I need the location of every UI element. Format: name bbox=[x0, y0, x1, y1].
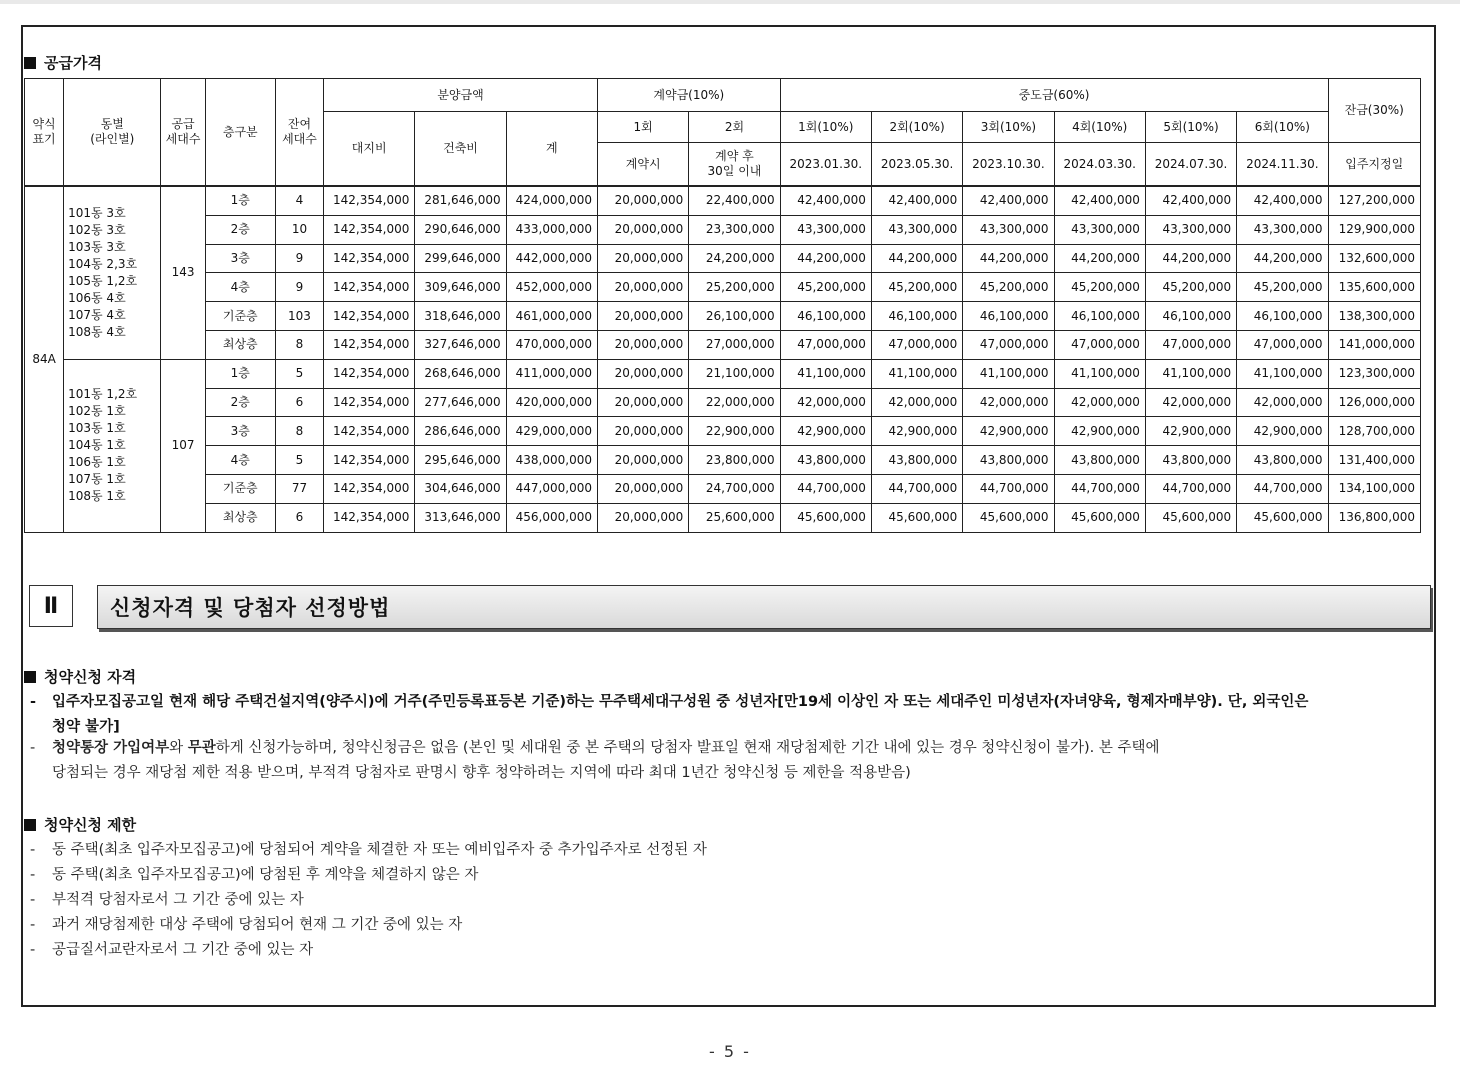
restriction-title-text: 청약신청 제한 bbox=[44, 816, 137, 834]
restriction-item-text: 동 주택(최초 입주자모집공고)에 당첨된 후 계약을 체결하지 않은 자 bbox=[52, 867, 479, 883]
c2-cell: 27,000,000 bbox=[689, 330, 780, 359]
middle-payment-cell: 44,700,000 bbox=[1145, 474, 1236, 503]
middle-payment-cell: 45,600,000 bbox=[780, 503, 871, 532]
middle-payment-cell: 42,400,000 bbox=[871, 186, 962, 215]
header-middle-6-date: 2024.11.30. bbox=[1237, 143, 1328, 187]
qualification-title-text: 청약신청 자격 bbox=[44, 668, 137, 686]
middle-payment-cell: 42,900,000 bbox=[1054, 417, 1145, 446]
middle-payment-cell: 46,100,000 bbox=[1237, 302, 1328, 331]
square-bullet-icon bbox=[24, 819, 36, 831]
price-table-body bbox=[25, 186, 1421, 532]
middle-payment-cell: 42,900,000 bbox=[1237, 417, 1328, 446]
middle-payment-cell: 45,200,000 bbox=[780, 273, 871, 302]
floor-cell: 최상층 bbox=[205, 503, 275, 532]
header-land: 대지비 bbox=[324, 112, 415, 187]
header-middle-5: 5회(10%) bbox=[1145, 112, 1236, 143]
floor-cell: 2층 bbox=[205, 388, 275, 417]
middle-payment-cell: 45,600,000 bbox=[1237, 503, 1328, 532]
c1-cell: 20,000,000 bbox=[598, 244, 689, 273]
middle-payment-cell: 45,200,000 bbox=[1237, 273, 1328, 302]
middle-payment-cell: 47,000,000 bbox=[1237, 330, 1328, 359]
floor-cell: 3층 bbox=[205, 244, 275, 273]
balance-cell: 127,200,000 bbox=[1328, 186, 1421, 215]
middle-payment-cell: 44,700,000 bbox=[780, 474, 871, 503]
floor-cell: 3층 bbox=[205, 417, 275, 446]
dash-bullet: - bbox=[30, 740, 36, 756]
middle-payment-cell: 44,200,000 bbox=[1145, 244, 1236, 273]
land-cell: 142,354,000 bbox=[324, 244, 415, 273]
c1-cell: 20,000,000 bbox=[598, 417, 689, 446]
table-row bbox=[25, 302, 1421, 331]
c1-cell: 20,000,000 bbox=[598, 330, 689, 359]
middle-payment-cell: 44,700,000 bbox=[1237, 474, 1328, 503]
header-dong: 동별 (라인별) bbox=[64, 79, 161, 187]
supply-cell: 143 bbox=[161, 186, 205, 359]
middle-payment-cell: 45,600,000 bbox=[1145, 503, 1236, 532]
table-row bbox=[25, 330, 1421, 359]
remain-cell: 8 bbox=[275, 417, 323, 446]
middle-payment-cell: 41,100,000 bbox=[1054, 359, 1145, 388]
table-row bbox=[25, 388, 1421, 417]
table-row bbox=[25, 244, 1421, 273]
supply-cell: 107 bbox=[161, 359, 205, 532]
remain-cell: 5 bbox=[275, 359, 323, 388]
c2-cell: 25,200,000 bbox=[689, 273, 780, 302]
middle-payment-cell: 44,700,000 bbox=[1054, 474, 1145, 503]
balance-cell: 138,300,000 bbox=[1328, 302, 1421, 331]
qualification-paragraph-2 bbox=[30, 736, 1430, 786]
remain-cell: 9 bbox=[275, 244, 323, 273]
header-build: 건축비 bbox=[415, 112, 506, 187]
middle-payment-cell: 42,000,000 bbox=[963, 388, 1054, 417]
restriction-item-text: 공급질서교란자로서 그 기간 중에 있는 자 bbox=[52, 942, 314, 958]
c1-cell: 20,000,000 bbox=[598, 388, 689, 417]
dong-line: 106동 4호 bbox=[68, 290, 126, 305]
middle-payment-cell: 43,800,000 bbox=[1237, 446, 1328, 475]
build-cell: 318,646,000 bbox=[415, 302, 506, 331]
dong-line: 103동 1호 bbox=[68, 421, 126, 436]
sum-cell: 424,000,000 bbox=[506, 186, 597, 215]
middle-payment-cell: 42,900,000 bbox=[871, 417, 962, 446]
middle-payment-cell: 41,100,000 bbox=[1237, 359, 1328, 388]
middle-payment-cell: 47,000,000 bbox=[871, 330, 962, 359]
middle-payment-cell: 42,400,000 bbox=[1054, 186, 1145, 215]
c1-cell: 20,000,000 bbox=[598, 273, 689, 302]
build-cell: 295,646,000 bbox=[415, 446, 506, 475]
qualification-p2-bold1: 청약통장 가입여부 bbox=[52, 740, 170, 756]
land-cell: 142,354,000 bbox=[324, 215, 415, 244]
sum-cell: 429,000,000 bbox=[506, 417, 597, 446]
floor-cell: 최상층 bbox=[205, 330, 275, 359]
dong-line: 104동 2,3호 bbox=[68, 256, 138, 271]
c2-cell: 23,300,000 bbox=[689, 215, 780, 244]
header-middle-1: 1회(10%) bbox=[780, 112, 871, 143]
floor-cell: 2층 bbox=[205, 215, 275, 244]
remain-cell: 8 bbox=[275, 330, 323, 359]
qualification-title bbox=[24, 666, 136, 687]
header-contract-2: 2회 bbox=[689, 112, 780, 143]
c2-cell: 22,900,000 bbox=[689, 417, 780, 446]
middle-payment-cell: 47,000,000 bbox=[780, 330, 871, 359]
middle-payment-cell: 43,300,000 bbox=[871, 215, 962, 244]
middle-payment-cell: 42,400,000 bbox=[1145, 186, 1236, 215]
section-title-text: 공급가격 bbox=[44, 54, 102, 72]
header-contract-1-when: 계약시 bbox=[598, 143, 689, 187]
header-remain: 잔여 세대수 bbox=[275, 79, 323, 187]
type-cell: 84A bbox=[25, 186, 64, 532]
balance-cell: 128,700,000 bbox=[1328, 417, 1421, 446]
c1-cell: 20,000,000 bbox=[598, 503, 689, 532]
balance-cell: 135,600,000 bbox=[1328, 273, 1421, 302]
header-middle-5-date: 2024.07.30. bbox=[1145, 143, 1236, 187]
middle-payment-cell: 46,100,000 bbox=[1145, 302, 1236, 331]
sum-cell: 452,000,000 bbox=[506, 273, 597, 302]
restriction-item: - 과거 재당첨제한 대상 주택에 당첨되어 현재 그 기간 중에 있는 자 bbox=[30, 917, 463, 933]
build-cell: 268,646,000 bbox=[415, 359, 506, 388]
header-middle-1-date: 2023.01.30. bbox=[780, 143, 871, 187]
middle-payment-cell: 42,900,000 bbox=[1145, 417, 1236, 446]
floor-cell: 기준층 bbox=[205, 474, 275, 503]
dong-line: 101동 3호 bbox=[68, 205, 126, 220]
land-cell: 142,354,000 bbox=[324, 273, 415, 302]
c2-cell: 24,700,000 bbox=[689, 474, 780, 503]
c1-cell: 20,000,000 bbox=[598, 186, 689, 215]
middle-payment-cell: 47,000,000 bbox=[963, 330, 1054, 359]
remain-cell: 5 bbox=[275, 446, 323, 475]
header-middle-2: 2회(10%) bbox=[871, 112, 962, 143]
sum-cell: 447,000,000 bbox=[506, 474, 597, 503]
middle-payment-cell: 45,600,000 bbox=[963, 503, 1054, 532]
middle-payment-cell: 41,100,000 bbox=[1145, 359, 1236, 388]
table-row bbox=[25, 503, 1421, 532]
dong-cell bbox=[64, 186, 161, 359]
build-cell: 327,646,000 bbox=[415, 330, 506, 359]
middle-payment-cell: 43,300,000 bbox=[780, 215, 871, 244]
middle-payment-cell: 43,300,000 bbox=[963, 215, 1054, 244]
floor-cell: 1층 bbox=[205, 186, 275, 215]
middle-payment-cell: 44,200,000 bbox=[963, 244, 1054, 273]
square-bullet-icon bbox=[24, 671, 36, 683]
middle-payment-cell: 42,000,000 bbox=[780, 388, 871, 417]
middle-payment-cell: 42,400,000 bbox=[1237, 186, 1328, 215]
header-supply: 공급 세대수 bbox=[161, 79, 205, 187]
remain-cell: 6 bbox=[275, 503, 323, 532]
header-contract-2-when: 계약 후 30일 이내 bbox=[689, 143, 780, 187]
middle-payment-cell: 46,100,000 bbox=[871, 302, 962, 331]
middle-payment-cell: 42,900,000 bbox=[780, 417, 871, 446]
middle-payment-cell: 45,200,000 bbox=[963, 273, 1054, 302]
header-middle-2-date: 2023.05.30. bbox=[871, 143, 962, 187]
c2-cell: 26,100,000 bbox=[689, 302, 780, 331]
table-row bbox=[25, 186, 1421, 215]
middle-payment-cell: 43,800,000 bbox=[780, 446, 871, 475]
middle-payment-cell: 47,000,000 bbox=[1054, 330, 1145, 359]
c1-cell: 20,000,000 bbox=[598, 446, 689, 475]
land-cell: 142,354,000 bbox=[324, 186, 415, 215]
c2-cell: 23,800,000 bbox=[689, 446, 780, 475]
remain-cell: 6 bbox=[275, 388, 323, 417]
table-row bbox=[25, 474, 1421, 503]
qualification-p1-cont: 청약 불가] bbox=[52, 719, 120, 735]
c1-cell: 20,000,000 bbox=[598, 215, 689, 244]
balance-cell: 129,900,000 bbox=[1328, 215, 1421, 244]
header-balance: 잔금(30%) bbox=[1328, 79, 1421, 143]
restriction-item: - 부적격 당첨자로서 그 기간 중에 있는 자 bbox=[30, 892, 304, 908]
remain-cell: 103 bbox=[275, 302, 323, 331]
middle-payment-cell: 45,200,000 bbox=[1054, 273, 1145, 302]
middle-payment-cell: 44,200,000 bbox=[780, 244, 871, 273]
build-cell: 281,646,000 bbox=[415, 186, 506, 215]
middle-payment-cell: 42,900,000 bbox=[963, 417, 1054, 446]
qualification-p2-cont: 당첨되는 경우 재당첨 제한 적용 받으며, 부적격 당첨자로 판명시 향후 청약하려는 지역에 따라 최대 1년간 청약신청 등 제한을 적용받음) bbox=[52, 765, 911, 781]
header-middle-6: 6회(10%) bbox=[1237, 112, 1328, 143]
middle-payment-cell: 45,600,000 bbox=[1054, 503, 1145, 532]
middle-payment-cell: 45,200,000 bbox=[1145, 273, 1236, 302]
square-bullet-icon bbox=[24, 57, 36, 69]
dong-line: 102동 1호 bbox=[68, 404, 126, 419]
qualification-p2-bold2: 무관 bbox=[187, 740, 216, 756]
qualification-paragraph-1 bbox=[30, 690, 1430, 740]
header-floor: 층구분 bbox=[205, 79, 275, 187]
section-banner bbox=[97, 585, 1431, 629]
middle-payment-cell: 44,200,000 bbox=[1054, 244, 1145, 273]
middle-payment-cell: 45,600,000 bbox=[871, 503, 962, 532]
c2-cell: 24,200,000 bbox=[689, 244, 780, 273]
sum-cell: 420,000,000 bbox=[506, 388, 597, 417]
middle-payment-cell: 43,300,000 bbox=[1054, 215, 1145, 244]
restriction-item-text: 과거 재당첨제한 대상 주택에 당첨되어 현재 그 기간 중에 있는 자 bbox=[52, 917, 463, 933]
middle-payment-cell: 43,800,000 bbox=[871, 446, 962, 475]
header-contract-1: 1회 bbox=[598, 112, 689, 143]
middle-payment-cell: 42,000,000 bbox=[1145, 388, 1236, 417]
dong-line: 102동 3호 bbox=[68, 222, 126, 237]
sum-cell: 442,000,000 bbox=[506, 244, 597, 273]
middle-payment-cell: 42,400,000 bbox=[780, 186, 871, 215]
build-cell: 309,646,000 bbox=[415, 273, 506, 302]
middle-payment-cell: 44,700,000 bbox=[963, 474, 1054, 503]
c2-cell: 25,600,000 bbox=[689, 503, 780, 532]
header-middle: 중도금(60%) bbox=[780, 79, 1328, 112]
land-cell: 142,354,000 bbox=[324, 359, 415, 388]
land-cell: 142,354,000 bbox=[324, 474, 415, 503]
dong-line: 106동 1호 bbox=[68, 455, 126, 470]
restriction-item-text: 부적격 당첨자로서 그 기간 중에 있는 자 bbox=[52, 892, 304, 908]
balance-cell: 141,000,000 bbox=[1328, 330, 1421, 359]
middle-payment-cell: 46,100,000 bbox=[963, 302, 1054, 331]
dong-line: 107동 4호 bbox=[68, 307, 126, 322]
header-middle-3-date: 2023.10.30. bbox=[963, 143, 1054, 187]
balance-cell: 126,000,000 bbox=[1328, 388, 1421, 417]
header-sum: 계 bbox=[506, 112, 597, 187]
middle-payment-cell: 42,000,000 bbox=[871, 388, 962, 417]
header-middle-4-date: 2024.03.30. bbox=[1054, 143, 1145, 187]
dong-line: 108동 1호 bbox=[68, 489, 126, 504]
floor-cell: 4층 bbox=[205, 273, 275, 302]
floor-cell: 기준층 bbox=[205, 302, 275, 331]
land-cell: 142,354,000 bbox=[324, 503, 415, 532]
land-cell: 142,354,000 bbox=[324, 417, 415, 446]
restriction-item: - 동 주택(최초 입주자모집공고)에 당첨되어 계약을 체결한 자 또는 예비입주자 중 추가입주자로 선정된 자 bbox=[30, 842, 707, 858]
sum-cell: 433,000,000 bbox=[506, 215, 597, 244]
build-cell: 299,646,000 bbox=[415, 244, 506, 273]
middle-payment-cell: 43,300,000 bbox=[1237, 215, 1328, 244]
table-row bbox=[25, 273, 1421, 302]
land-cell: 142,354,000 bbox=[324, 388, 415, 417]
dong-line: 105동 1,2호 bbox=[68, 273, 138, 288]
floor-cell: 1층 bbox=[205, 359, 275, 388]
c1-cell: 20,000,000 bbox=[598, 474, 689, 503]
floor-cell: 4층 bbox=[205, 446, 275, 475]
middle-payment-cell: 41,100,000 bbox=[871, 359, 962, 388]
middle-payment-cell: 41,100,000 bbox=[780, 359, 871, 388]
middle-payment-cell: 45,200,000 bbox=[871, 273, 962, 302]
c1-cell: 20,000,000 bbox=[598, 359, 689, 388]
build-cell: 286,646,000 bbox=[415, 417, 506, 446]
middle-payment-cell: 43,800,000 bbox=[1145, 446, 1236, 475]
restriction-item-text: 동 주택(최초 입주자모집공고)에 당첨되어 계약을 체결한 자 또는 예비입주자 중 추가입주자로 선정된 자 bbox=[52, 842, 707, 858]
table-row bbox=[25, 359, 1421, 388]
section-banner-title: 신청자격 및 당첨자 선정방법 bbox=[110, 596, 391, 620]
remain-cell: 9 bbox=[275, 273, 323, 302]
header-sale: 분양금액 bbox=[324, 79, 598, 112]
sum-cell: 456,000,000 bbox=[506, 503, 597, 532]
c2-cell: 22,400,000 bbox=[689, 186, 780, 215]
build-cell: 313,646,000 bbox=[415, 503, 506, 532]
middle-payment-cell: 47,000,000 bbox=[1145, 330, 1236, 359]
land-cell: 142,354,000 bbox=[324, 302, 415, 331]
c2-cell: 22,000,000 bbox=[689, 388, 780, 417]
top-edge bbox=[0, 0, 1460, 4]
header-type: 약식 표기 bbox=[25, 79, 64, 187]
middle-payment-cell: 44,200,000 bbox=[871, 244, 962, 273]
dong-line: 101동 1,2호 bbox=[68, 387, 138, 402]
middle-payment-cell: 43,800,000 bbox=[963, 446, 1054, 475]
remain-cell: 4 bbox=[275, 186, 323, 215]
build-cell: 304,646,000 bbox=[415, 474, 506, 503]
balance-cell: 136,800,000 bbox=[1328, 503, 1421, 532]
sum-cell: 470,000,000 bbox=[506, 330, 597, 359]
section-title-supply-price bbox=[24, 52, 102, 73]
land-cell: 142,354,000 bbox=[324, 330, 415, 359]
middle-payment-cell: 42,000,000 bbox=[1237, 388, 1328, 417]
table-row bbox=[25, 417, 1421, 446]
dong-line: 104동 1호 bbox=[68, 438, 126, 453]
build-cell: 277,646,000 bbox=[415, 388, 506, 417]
balance-cell: 131,400,000 bbox=[1328, 446, 1421, 475]
sum-cell: 438,000,000 bbox=[506, 446, 597, 475]
sum-cell: 461,000,000 bbox=[506, 302, 597, 331]
middle-payment-cell: 41,100,000 bbox=[963, 359, 1054, 388]
restriction-item: - 공급질서교란자로서 그 기간 중에 있는 자 bbox=[30, 942, 314, 958]
middle-payment-cell: 43,800,000 bbox=[1054, 446, 1145, 475]
land-cell: 142,354,000 bbox=[324, 446, 415, 475]
qualification-p1-text: 입주자모집공고일 현재 해당 주택건설지역(양주시)에 거주(주민등록표등본 기준)하는 무주택세대구성원 중 성년자[만19세 이상인 자 또는 세대주인 미성년자(자녀양육, 형제자매부양). 단, 외국인은 bbox=[52, 694, 1309, 710]
qualification-p2-rest: 하게 신청가능하며, 청약신청금은 없음 (본인 및 세대원 중 본 주택의 당첨자 발표일 현재 재당첨제한 기간 내에 있는 경우 청약신청이 불가). 본 주택에 bbox=[215, 740, 1160, 756]
header-middle-4: 4회(10%) bbox=[1054, 112, 1145, 143]
c1-cell: 20,000,000 bbox=[598, 302, 689, 331]
dong-line: 108동 4호 bbox=[68, 324, 126, 339]
middle-payment-cell: 46,100,000 bbox=[780, 302, 871, 331]
balance-cell: 132,600,000 bbox=[1328, 244, 1421, 273]
page-number: - 5 - bbox=[709, 1042, 751, 1061]
c2-cell: 21,100,000 bbox=[689, 359, 780, 388]
table-row bbox=[25, 215, 1421, 244]
remain-cell: 10 bbox=[275, 215, 323, 244]
header-middle-3: 3회(10%) bbox=[963, 112, 1054, 143]
qualification-p2-mid: 와 bbox=[169, 740, 188, 756]
balance-cell: 123,300,000 bbox=[1328, 359, 1421, 388]
dong-cell bbox=[64, 359, 161, 532]
middle-payment-cell: 42,000,000 bbox=[1054, 388, 1145, 417]
restriction-title bbox=[24, 814, 136, 835]
dong-line: 103동 3호 bbox=[68, 239, 126, 254]
middle-payment-cell: 44,200,000 bbox=[1237, 244, 1328, 273]
header-contract: 계약금(10%) bbox=[598, 79, 781, 112]
dong-line: 107동 1호 bbox=[68, 472, 126, 487]
balance-cell: 134,100,000 bbox=[1328, 474, 1421, 503]
middle-payment-cell: 44,700,000 bbox=[871, 474, 962, 503]
restriction-item: - 동 주택(최초 입주자모집공고)에 당첨된 후 계약을 체결하지 않은 자 bbox=[30, 867, 479, 883]
section-number-box: Ⅱ bbox=[29, 585, 73, 627]
header-balance-when: 입주지정일 bbox=[1328, 143, 1421, 187]
middle-payment-cell: 42,400,000 bbox=[963, 186, 1054, 215]
dash-bullet: - bbox=[30, 694, 37, 710]
middle-payment-cell: 46,100,000 bbox=[1054, 302, 1145, 331]
table-row bbox=[25, 446, 1421, 475]
middle-payment-cell: 43,300,000 bbox=[1145, 215, 1236, 244]
remain-cell: 77 bbox=[275, 474, 323, 503]
price-table bbox=[24, 78, 1421, 533]
sum-cell: 411,000,000 bbox=[506, 359, 597, 388]
build-cell: 290,646,000 bbox=[415, 215, 506, 244]
